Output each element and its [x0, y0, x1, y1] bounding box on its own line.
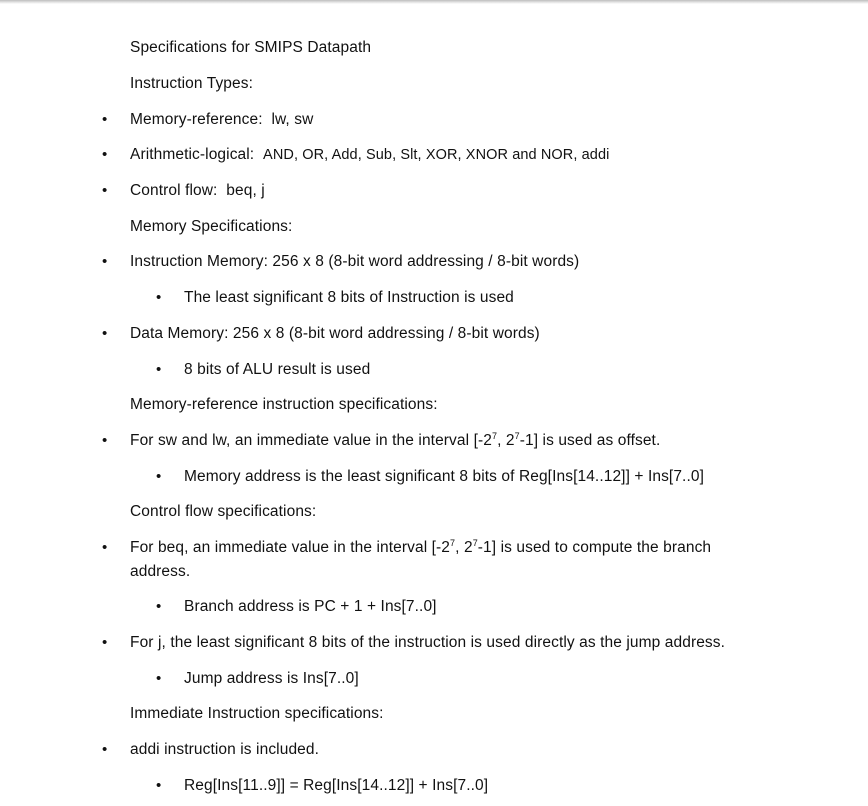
- bullet-icon: •: [156, 468, 162, 485]
- sub-item-instruction-memory: The least significant 8 bits of Instruction is used: [184, 289, 514, 306]
- control-flow-heading: Control flow specifications:: [130, 503, 317, 520]
- list-item-data-memory: Data Memory: 256 x 8 (8-bit word addressing / 8-bit words): [130, 325, 540, 342]
- list-item-sw-lw-offset: For sw and lw, an immediate value in the interval [$-2^7$, $2^7-1$] is used as offset.: [130, 431, 661, 449]
- bullet-icon: •: [102, 182, 108, 199]
- sub-item-jump-address: Jump address is Ins[7..0]: [184, 670, 359, 687]
- sub-item-branch-address: Branch address is PC + 1 + Ins[7..0]: [184, 598, 437, 615]
- instruction-types-heading: Instruction Types:: [130, 75, 253, 92]
- bullet-icon: •: [102, 146, 108, 163]
- bullet-icon: •: [156, 598, 162, 615]
- page-title: Specifications for SMIPS Datapath: [130, 39, 372, 56]
- immediate-instruction-heading: Immediate Instruction specifications:: [130, 705, 384, 722]
- bullet-icon: •: [156, 361, 162, 378]
- memory-reference-heading: Memory-reference instruction specifications:: [130, 396, 438, 413]
- list-item-jump: For j, the least significant 8 bits of the instruction is used directly as the jump address.: [130, 634, 726, 651]
- bullet-icon: •: [156, 670, 162, 687]
- bullet-icon: •: [102, 253, 108, 270]
- bullet-icon: •: [102, 539, 108, 556]
- sub-item-addi-formula: Reg[Ins[11..9]] = Reg[Ins[14..12]] + Ins[7..0]: [184, 777, 489, 794]
- bullet-icon: •: [156, 289, 162, 306]
- memory-specifications-heading: Memory Specifications:: [130, 218, 293, 235]
- bullet-icon: •: [102, 741, 108, 758]
- sub-item-data-memory: 8 bits of ALU result is used: [184, 361, 371, 378]
- list-item-arithmetic-logical: Arithmetic-logical: AND, OR, Add, Sub, Slt, XOR, XNOR and NOR, addi: [130, 146, 610, 163]
- list-item-memory-reference: Memory-reference: lw, sw: [130, 111, 314, 128]
- bullet-icon: •: [102, 634, 108, 651]
- sub-item-memory-address: Memory address is the least significant 8 bits of Reg[Ins[14..12]] + Ins[7..0]: [184, 468, 704, 485]
- list-item-beq-continuation: address.: [130, 563, 191, 580]
- bullet-icon: •: [102, 111, 108, 128]
- list-item-beq: For beq, an immediate value in the interval [$-2^7$, $2^7-1$] is used to compute the branch: [130, 538, 712, 556]
- bullet-icon: •: [102, 325, 108, 342]
- list-item-addi: addi instruction is included.: [130, 741, 320, 758]
- bullet-icon: •: [102, 432, 108, 449]
- list-item-instruction-memory: Instruction Memory: 256 x 8 (8-bit word addressing / 8-bit words): [130, 253, 580, 270]
- bullet-icon: •: [156, 777, 162, 794]
- list-item-control-flow: Control flow: beq, j: [130, 182, 265, 199]
